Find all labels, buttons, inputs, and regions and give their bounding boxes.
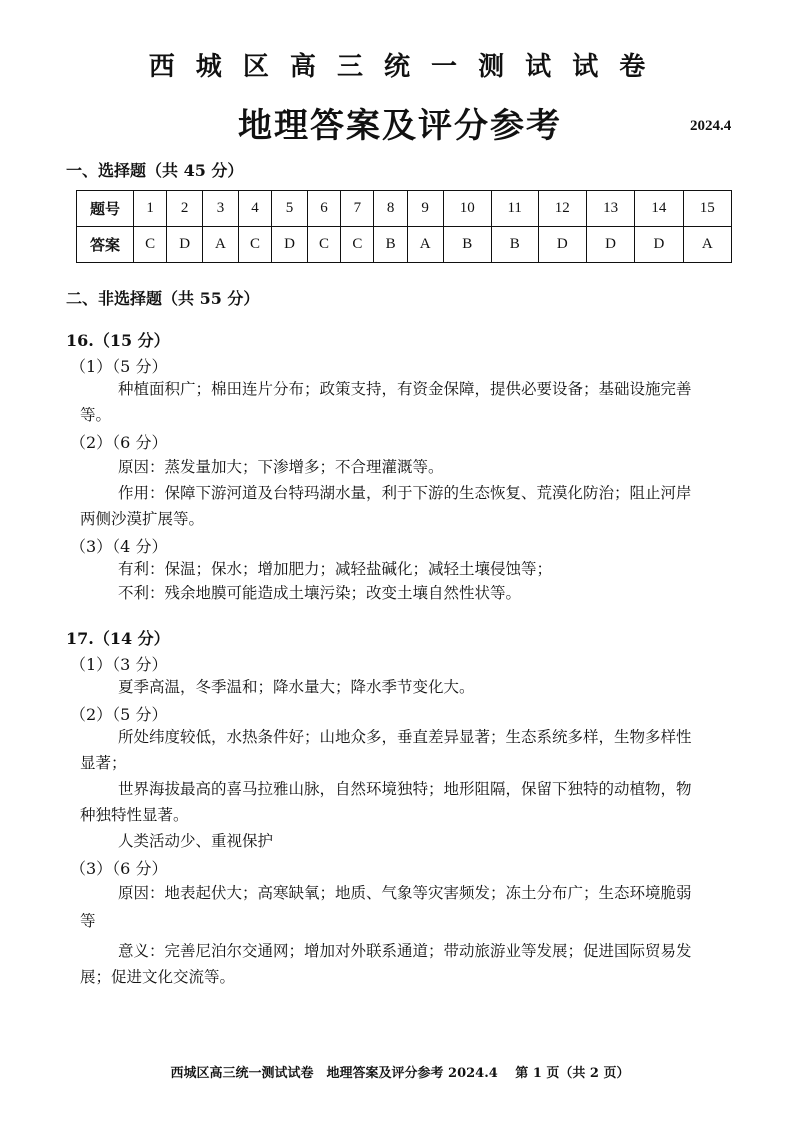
answer-cell: A xyxy=(407,227,443,263)
q17-part3-text: 原因：地表起伏大；高寒缺氧；地质、气象等灾害频发；冻土分布广；生态环境脆弱 xyxy=(118,884,692,902)
q16-part2-text: 原因：蒸发量加大；下渗增多；不合理灌溉等。 xyxy=(118,458,444,476)
row-label-number: 题号 xyxy=(77,191,134,227)
q17-part2-text: 世界海拔最高的喜马拉雅山脉，自然环境独特；地形阻隔，保留下独特的动植物，物 xyxy=(118,780,692,798)
question-number-row xyxy=(77,191,732,227)
section1-heading: 一、选择题（共 45 分） xyxy=(66,161,244,180)
answer-cell: C xyxy=(134,227,167,263)
q17-part2-text: 种独特性显著。 xyxy=(80,806,189,824)
q16-part3-text: 有利：保温；保水；增加肥力；减轻盐碱化；减轻土壤侵蚀等； xyxy=(118,560,553,578)
answer-cell: D xyxy=(272,227,308,263)
question-number: 6 xyxy=(307,191,340,227)
answer-cell: C xyxy=(238,227,271,263)
page-footer: 西城区高三统一测试试卷 地理答案及评分参考 2024.4 第 1 页（共 2 页） xyxy=(170,1066,630,1081)
q17-part3-text: 展；促进文化交流等。 xyxy=(80,968,236,986)
answer-cell: D xyxy=(167,227,203,263)
question-number: 1 xyxy=(134,191,167,227)
q17-part1-label: （1）（3 分） xyxy=(70,655,168,674)
answer-cell: B xyxy=(374,227,407,263)
answer-cell: D xyxy=(635,227,683,263)
q17-part2-text: 人类活动少、重视保护 xyxy=(118,832,274,850)
q17-part3-text: 等 xyxy=(80,912,96,930)
q17-part1-text: 夏季高温，冬季温和；降水量大；降水季节变化大。 xyxy=(118,678,475,696)
answer-table xyxy=(76,190,732,263)
question-number: 9 xyxy=(407,191,443,227)
question-number: 11 xyxy=(491,191,538,227)
q17-title: 17.（14 分） xyxy=(66,629,170,648)
answer-cell: A xyxy=(683,227,731,263)
answer-key-title: 地理答案及评分参考 xyxy=(238,106,562,146)
q16-part1-text: 种植面积广；棉田连片分布；政策支持，有资金保障，提供必要设备；基础设施完善 xyxy=(118,380,692,398)
q16-part2-text: 两侧沙漠扩展等。 xyxy=(80,510,205,528)
q16-part2-label: （2）（6 分） xyxy=(70,433,168,452)
answer-cell: B xyxy=(491,227,538,263)
question-number: 3 xyxy=(203,191,239,227)
answer-cell: D xyxy=(586,227,634,263)
answer-cell: A xyxy=(203,227,239,263)
question-number: 13 xyxy=(586,191,634,227)
answer-cell: C xyxy=(341,227,374,263)
q17-part3-label: （3）（6 分） xyxy=(70,859,168,878)
q16-part1-text: 等。 xyxy=(80,406,112,424)
q17-part2-text: 所处纬度较低，水热条件好；山地众多，垂直差异显著；生态系统多样，生物多样性 xyxy=(118,728,692,746)
answer-cell: D xyxy=(538,227,586,263)
exam-date: 2024.4 xyxy=(690,118,732,134)
question-number: 10 xyxy=(443,191,491,227)
section2-heading: 二、非选择题（共 55 分） xyxy=(66,289,260,308)
answer-cell: B xyxy=(443,227,491,263)
q16-part3-text: 不利：残余地膜可能造成土壤污染；改变土壤自然性状等。 xyxy=(118,584,522,602)
q17-part2-label: （2）（5 分） xyxy=(70,705,168,724)
exam-title: 西 城 区 高 三 统 一 测 试 试 卷 xyxy=(148,52,652,82)
question-number: 12 xyxy=(538,191,586,227)
q16-title: 16.（15 分） xyxy=(66,331,170,350)
q17-part2-text: 显著； xyxy=(80,754,127,772)
question-number: 4 xyxy=(238,191,271,227)
question-number: 5 xyxy=(272,191,308,227)
question-number: 2 xyxy=(167,191,203,227)
question-number: 7 xyxy=(341,191,374,227)
q16-part2-text: 作用：保障下游河道及台特玛湖水量，利于下游的生态恢复、荒漠化防治；阻止河岸 xyxy=(118,484,692,502)
question-number: 8 xyxy=(374,191,407,227)
row-label-answer: 答案 xyxy=(77,227,134,263)
question-number: 14 xyxy=(635,191,683,227)
answer-row xyxy=(77,227,732,263)
q16-part3-label: （3）（4 分） xyxy=(70,537,168,556)
answer-cell: C xyxy=(307,227,340,263)
q17-part3-text: 意义：完善尼泊尔交通网；增加对外联系通道；带动旅游业等发展；促进国际贸易发 xyxy=(118,942,692,960)
q16-part1-label: （1）（5 分） xyxy=(70,357,168,376)
question-number: 15 xyxy=(683,191,731,227)
